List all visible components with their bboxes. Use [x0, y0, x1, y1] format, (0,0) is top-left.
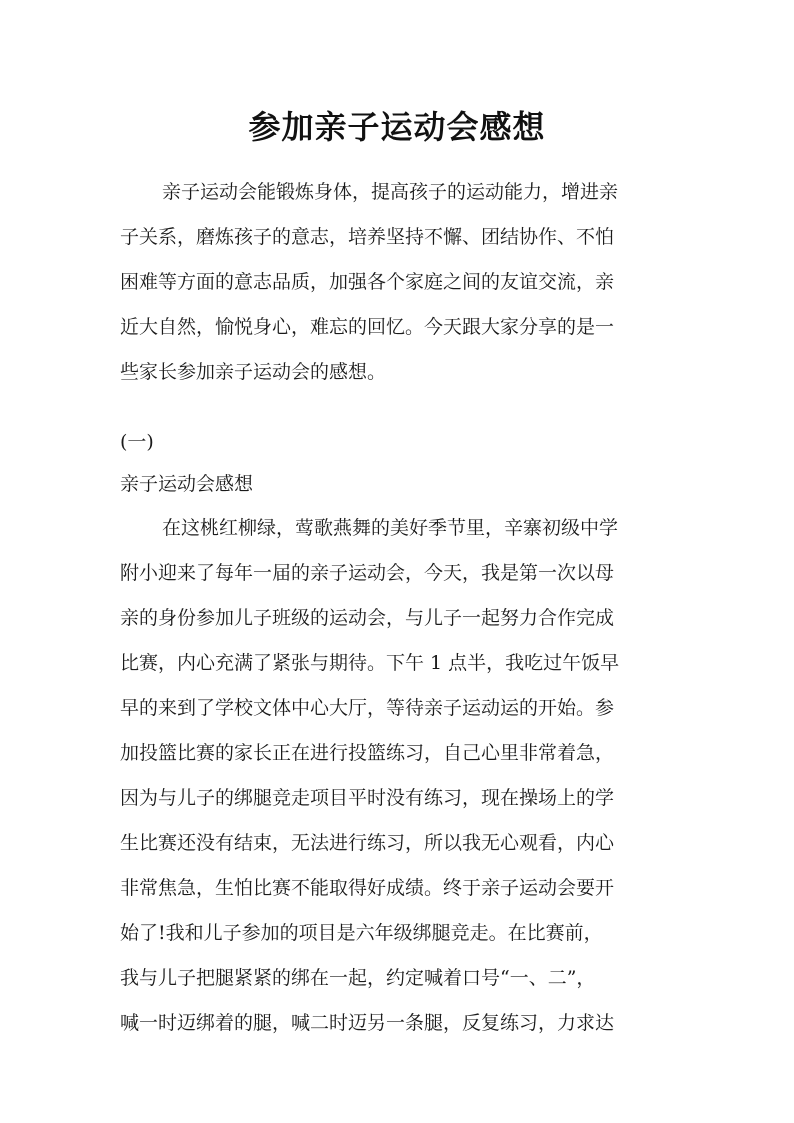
section-marker: (一)	[120, 431, 154, 453]
intro-line: 近大自然，愉悦身心，难忘的回忆。今天跟大家分享的是一	[120, 316, 615, 338]
body-line: 加投篮比赛的家长正在进行投篮练习，自己心里非常着急，	[120, 742, 615, 764]
body-line: 喊一时迈绑着的腿，喊二时迈另一条腿，反复练习，力求达	[120, 1012, 615, 1034]
body-line: 在这桃红柳绿，莺歌燕舞的美好季节里，辛寨初级中学	[162, 517, 619, 539]
body-line: 生比赛还没有结束，无法进行练习，所以我无心观看，内心	[120, 832, 615, 854]
intro-line: 亲子运动会能锻炼身体，提高孩子的运动能力，增进亲	[162, 181, 619, 203]
intro-line: 子关系，磨炼孩子的意志，培养坚持不懈、团结协作、不怕	[120, 226, 615, 248]
body-line: 我与儿子把腿紧紧的绑在一起，约定喊着口号“一、二”，	[120, 967, 596, 989]
body-line: 比赛，内心充满了紧张与期待。下午 1 点半，我吃过午饭早	[120, 652, 620, 674]
body-line: 附小迎来了每年一届的亲子运动会，今天，我是第一次以母	[120, 562, 615, 584]
body-line: 非常焦急，生怕比赛不能取得好成绩。终于亲子运动会要开	[120, 877, 615, 899]
section-title: 亲子运动会感想	[120, 473, 254, 495]
body-line: 始了!我和儿子参加的项目是六年级绑腿竞走。在比赛前，	[120, 922, 603, 944]
intro-line: 困难等方面的意志品质，加强各个家庭之间的友谊交流，亲	[120, 271, 615, 293]
body-line: 早的来到了学校文体中心大厅，等待亲子运动运的开始。参	[120, 697, 615, 719]
intro-line: 些家长参加亲子运动会的感想。	[120, 361, 387, 383]
document-title: 参加亲子运动会感想	[248, 108, 546, 146]
intro-paragraph	[120, 170, 680, 395]
body-paragraph	[120, 506, 680, 1046]
body-line: 亲的身份参加儿子班级的运动会，与儿子一起努力合作完成	[120, 607, 615, 629]
body-line: 因为与儿子的绑腿竞走项目平时没有练习，现在操场上的学	[120, 787, 615, 809]
